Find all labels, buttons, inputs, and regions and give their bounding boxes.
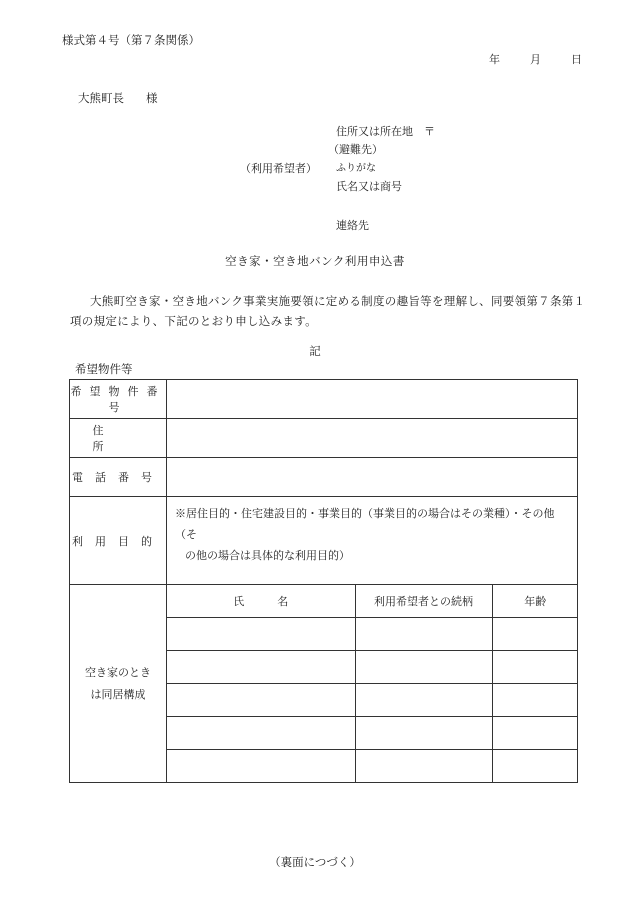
household-row [167,750,578,783]
household-name-cell[interactable] [167,684,355,717]
household-header-row [167,585,578,618]
purpose-row-label [70,497,167,585]
section-label: 希望物件等 [75,362,133,376]
household-label [70,585,167,783]
household-relation-cell[interactable] [355,651,492,684]
household-header-relation: 利用希望者との続柄 [355,585,492,618]
household-age-cell[interactable] [492,717,578,750]
household-relation-cell[interactable] [355,717,492,750]
purpose-note: ※居住目的・住宅建設目的・事業目的（事業目的の場合はその業種）・その他（そ [175,507,555,541]
date-year-label: 年 [489,53,500,66]
household-name-cell[interactable] [167,651,355,684]
household-header-name: 氏 名 [167,585,355,618]
household-table [167,585,578,782]
household-row [167,684,578,717]
household-label-line2: は同居構成 [90,687,146,701]
contact-label: 連絡先 [336,219,369,232]
household-name-cell[interactable] [167,618,355,651]
name-label: 氏名又は商号 [336,180,402,193]
addressee-name: 大熊町長 [78,91,124,105]
household-relation-cell[interactable] [355,684,492,717]
purpose-note-continued: の他の場合は具体的な利用目的） [185,549,350,562]
addressee-honorific: 様 [146,91,158,105]
date-day-label: 日 [571,53,582,66]
date-line [489,54,582,65]
addressee [78,93,158,105]
form-number: 様式第４号（第７条関係） [62,33,200,47]
document-title: 空き家・空き地バンク利用申込書 [225,254,405,268]
footer-note: （裏面につづく） [269,855,361,869]
household-age-cell[interactable] [492,618,578,651]
body-text: 大熊町空き家・空き地バンク事業実施要領に定める制度の趣旨等を理解し、同要領第７条第１項の規定により、下記のとおり申し込みます。 [70,294,586,328]
household-name-cell[interactable] [167,750,355,783]
household-name-cell[interactable] [167,717,355,750]
furigana-label: ふりがな [336,163,376,174]
household-cell [167,585,578,783]
household-age-cell[interactable] [492,750,578,783]
phone-field[interactable] [167,458,578,497]
address-row-label-text: 住所 [92,424,144,453]
household-age-cell[interactable] [492,651,578,684]
phone-row-label [70,458,167,497]
evacuation-label: （避難先） [328,143,383,156]
household-relation-cell[interactable] [355,618,492,651]
household-relation-cell[interactable] [355,750,492,783]
phone-row-label-text: 電話番号 [72,471,164,484]
household-age-cell[interactable] [492,684,578,717]
household-row [167,651,578,684]
household-label-line1: 空き家のとき [85,665,151,679]
household-row [167,618,578,651]
property-number-label: 希望物件番号 [70,380,167,419]
address-label: 住所又は所在地 〒 [336,125,435,138]
purpose-field[interactable] [167,497,578,585]
property-number-field[interactable] [167,380,578,419]
address-field[interactable] [167,419,578,458]
applicant-label: （利用希望者） [240,162,317,175]
household-header-age: 年齢 [492,585,578,618]
household-row [167,717,578,750]
purpose-row-label-text: 利用目的 [72,534,164,548]
ki-heading: 記 [309,344,321,358]
address-row-label [70,419,167,458]
application-table [69,379,578,783]
date-month-label: 月 [530,53,541,66]
